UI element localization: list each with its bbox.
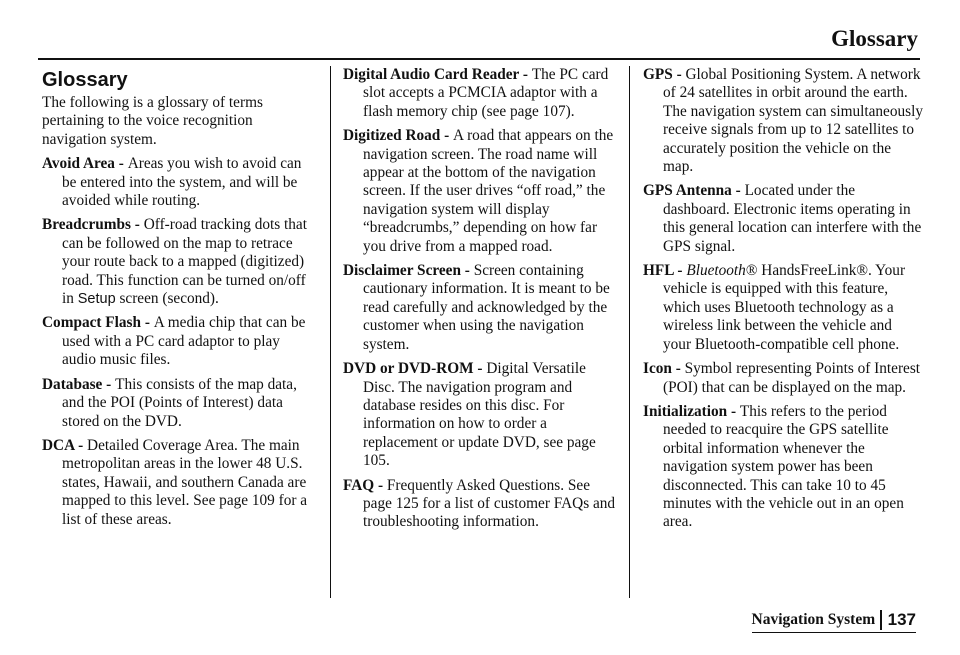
glossary-definition: Screen containing cautionary information. It is meant to be read carefully and acknowledged by the customer when using the navigation system. bbox=[363, 262, 610, 353]
footer-separator bbox=[880, 610, 882, 630]
glossary-definition: This refers to the period needed to reacquire the GPS satellite orbital information whenever the navigation system power has been disconnected. This can take 10 to 45 minutes with the vehicle out in an open area. bbox=[663, 402, 904, 531]
glossary-entry-faq bbox=[343, 477, 619, 532]
glossary-entry-avoid-area bbox=[42, 155, 317, 210]
section-heading: Glossary bbox=[42, 69, 128, 91]
glossary-entry-breadcrumbs bbox=[42, 216, 317, 308]
glossary-entry-initialization bbox=[643, 403, 923, 532]
glossary-term: Breadcrumbs - bbox=[42, 216, 144, 234]
book-title: Navigation System bbox=[751, 611, 876, 628]
glossary-entry-disclaimer-screen bbox=[343, 262, 619, 354]
glossary-definition: Areas you wish to avoid can be entered into the system, and will be avoided while routing. bbox=[62, 155, 302, 210]
glossary-definition: Frequently Asked Questions. See page 125 for a list of customer FAQs and troubleshooting information. bbox=[363, 476, 616, 531]
glossary-entry-icon bbox=[643, 360, 923, 397]
glossary-definition: Digital Versatile Disc. The navigation program and database resides on this disc. For information on how to order a replacement or update DVD, see page 105. bbox=[363, 360, 596, 470]
glossary-term: Database - bbox=[42, 375, 116, 393]
glossary-definition: This consists of the map data, and the POI (Points of Interest) data stored on the DVD. bbox=[62, 375, 297, 430]
glossary-entry-compact-flash bbox=[42, 314, 317, 369]
glossary-definition: Global Positioning System. A network of 24 satellites in orbit around the earth. The navigation system can simultaneously receive signals from up to 12 satellites to accurately position the vehicle on the map. bbox=[663, 66, 923, 176]
glossary-term: Avoid Area - bbox=[42, 155, 128, 173]
glossary-entry-digital-audio-card-reader bbox=[343, 66, 619, 121]
glossary-term: DCA - bbox=[42, 436, 88, 454]
glossary-definition: Symbol representing Points of Interest (POI) that can be displayed on the map. bbox=[663, 360, 921, 396]
glossary-term: FAQ - bbox=[343, 476, 387, 494]
column-3 bbox=[643, 66, 923, 538]
glossary-term: Icon - bbox=[643, 360, 685, 378]
glossary-definition: The PC card slot accepts a PCMCIA adaptor with a flash memory chip (see page 107). bbox=[363, 66, 609, 120]
glossary-definition-tail: screen (second). bbox=[115, 290, 219, 308]
glossary-entry-gps-antenna bbox=[643, 182, 923, 256]
glossary-definition: ® HandsFreeLink®. Your vehicle is equipped with this feature, which uses Bluetooth technology as a wireless link between the vehicle and your Bluetooth-compatible cell phone. bbox=[663, 262, 906, 353]
title-rule bbox=[38, 58, 920, 60]
column-2 bbox=[343, 66, 619, 538]
glossary-term: Digitized Road - bbox=[343, 127, 454, 145]
glossary-term: DVD or DVD-ROM - bbox=[343, 360, 487, 378]
glossary-term: Disclaimer Screen - bbox=[343, 262, 474, 280]
glossary-definition: A road that appears on the navigation screen. The road name will appear at the bottom of the navigation screen. If the user drives “off road,” the navigation system will display “breadcrumbs,” depending on how far you drive from a mapped road. bbox=[363, 127, 614, 255]
footer-rule bbox=[752, 632, 916, 634]
glossary-entry-database bbox=[42, 376, 317, 431]
glossary-definition: Off-road tracking dots that can be followed on the map to retrace your route back to a mapped (digitized) road. This function can be turned on/off in bbox=[62, 216, 307, 308]
glossary-term: HFL - bbox=[643, 262, 687, 280]
glossary-definition: Detailed Coverage Area. The main metropolitan areas in the lower 48 U.S. states, Hawaii, and southern Canada are mapped to this level. See page 109 for a list of these areas. bbox=[62, 436, 308, 528]
intro-paragraph: The following is a glossary of terms pertaining to the voice recognition navigation system. bbox=[42, 94, 263, 148]
column-1 bbox=[42, 66, 317, 535]
glossary-term: Compact Flash - bbox=[42, 314, 154, 332]
bluetooth-italic: Bluetooth bbox=[686, 262, 746, 280]
glossary-definition: Located under the dashboard. Electronic items operating in this general location can interfere with the GPS signal. bbox=[663, 182, 922, 255]
glossary-term: GPS - bbox=[643, 66, 686, 83]
column-divider bbox=[330, 66, 331, 598]
glossary-term: Initialization - bbox=[643, 402, 740, 420]
page-title: Glossary bbox=[831, 26, 918, 51]
page-number: 137 bbox=[887, 610, 916, 629]
glossary-entry-dca bbox=[42, 437, 317, 529]
setup-screen-name: Setup bbox=[77, 291, 116, 308]
page-footer bbox=[752, 610, 916, 630]
glossary-definition: A media chip that can be used with a PC card adaptor to play audio music files. bbox=[62, 314, 306, 369]
glossary-term: GPS Antenna - bbox=[643, 182, 745, 200]
glossary-term: Digital Audio Card Reader - bbox=[343, 66, 532, 83]
glossary-entry-dvd bbox=[343, 360, 619, 470]
glossary-entry-gps bbox=[643, 66, 923, 176]
column-divider bbox=[629, 66, 630, 598]
glossary-entry-digitized-road bbox=[343, 127, 619, 256]
glossary-entry-hfl bbox=[643, 262, 923, 354]
